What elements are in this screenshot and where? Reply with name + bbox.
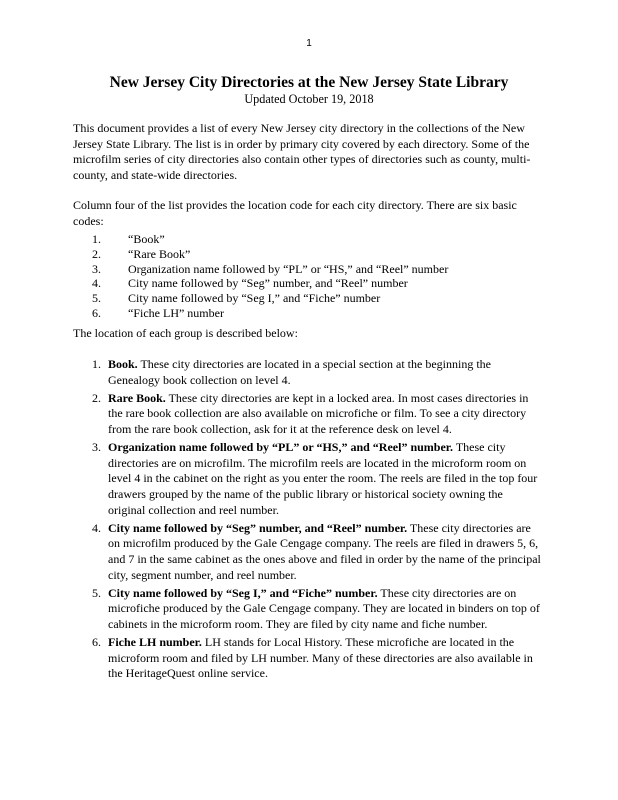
group-text: These city directories are on microfiche produced by the Gale Cengage company. They are located in binders on top of cabinets in the microform room. They are filed by city name and fiche number. (108, 585, 540, 631)
group-number: 6. (92, 634, 101, 649)
code-item (73, 232, 543, 247)
group-number: 1. (92, 357, 101, 371)
group-body (108, 635, 543, 682)
group-number: 4. (92, 520, 101, 535)
location-codes-list (73, 232, 543, 321)
code-text: Organization name followed by “PL” or “HS,” and “Reel” number (128, 261, 449, 276)
location-groups-list (73, 357, 543, 684)
code-item (73, 276, 543, 291)
group-heading: City name followed by “Seg I,” and “Fiche” number. (108, 585, 378, 600)
group-item (73, 586, 543, 633)
group-heading: Book. (108, 357, 138, 371)
code-item (73, 262, 543, 277)
group-item (73, 357, 543, 388)
group-body (108, 440, 543, 519)
group-number: 5. (92, 585, 101, 600)
code-number: 2. (92, 246, 101, 261)
code-number: 6. (92, 305, 101, 320)
intro-paragraph: This document provides a list of every New Jersey city directory in the collections of the New Jersey State Library. The list is in order by primary city covered by each directory. Some of the microfilm series of city directories also contain other types of directories such as county, multi-county, and state-wide directories. (73, 121, 531, 182)
group-item (73, 440, 543, 519)
group-item (73, 521, 543, 584)
code-number: 5. (92, 291, 101, 306)
code-number: 3. (92, 261, 101, 276)
code-text: “Book” (128, 232, 165, 246)
group-item (73, 635, 543, 682)
group-body (108, 357, 543, 388)
page-number: 1 (306, 38, 312, 49)
code-number: 4. (92, 276, 101, 291)
group-text: These city directories are on microfilm. The microfilm reels are located in the microform room on level 4 in the cabinet on the right as you enter the room. The reels are filed in the top four drawers grouped by the name of the public library or historical society owning the original collection and reel number. (108, 439, 538, 517)
group-number: 3. (92, 439, 101, 454)
group-body (108, 521, 543, 584)
group-number: 2. (92, 390, 101, 405)
group-text: These city directories are located in a special section at the beginning the Genealogy book collection on level 4. (108, 357, 491, 387)
group-item (73, 391, 543, 438)
group-text: These city directories are on microfilm produced by the Gale Cengage company. The reels are filed in drawers 5, 6, and 7 in the same cabinet as the ones above and filed in order by the name of the principal city, segment number, and reel number. (108, 520, 541, 582)
code-item (73, 291, 543, 306)
group-heading: Rare Book. (108, 390, 166, 405)
column-four-paragraph: Column four of the list provides the location code for each city directory. There are six basic codes: (73, 198, 517, 228)
code-text: City name followed by “Seg I,” and “Fiche” number (128, 291, 381, 306)
group-heading: City name followed by “Seg” number, and “Reel” number. (108, 520, 408, 535)
group-heading: Fiche LH number. (108, 634, 202, 649)
document-subtitle: Updated October 19, 2018 (244, 92, 374, 106)
group-heading: Organization name followed by “PL” or “HS,” and “Reel” number. (108, 439, 454, 454)
code-item (73, 306, 543, 321)
code-item (73, 247, 543, 262)
location-intro-paragraph: The location of each group is described below: (73, 326, 298, 340)
code-text: “Fiche LH” number (128, 305, 224, 320)
code-number: 1. (92, 232, 101, 246)
code-text: City name followed by “Seg” number, and “Reel” number (128, 276, 408, 291)
group-text: LH stands for Local History. These microfiche are located in the microform room and filed by LH number. Many of these directories are also available in the HeritageQuest online service. (108, 634, 533, 681)
code-text: “Rare Book” (128, 246, 191, 261)
document-title: New Jersey City Directories at the New Jersey State Library (109, 74, 509, 91)
group-body (108, 391, 543, 438)
group-text: These city directories are kept in a locked area. In most cases directories in the rare book collection are also available on microfiche or film. To see a city directory from the rare book collection, ask for it at the reference desk on level 4. (108, 390, 529, 436)
group-body (108, 586, 543, 633)
